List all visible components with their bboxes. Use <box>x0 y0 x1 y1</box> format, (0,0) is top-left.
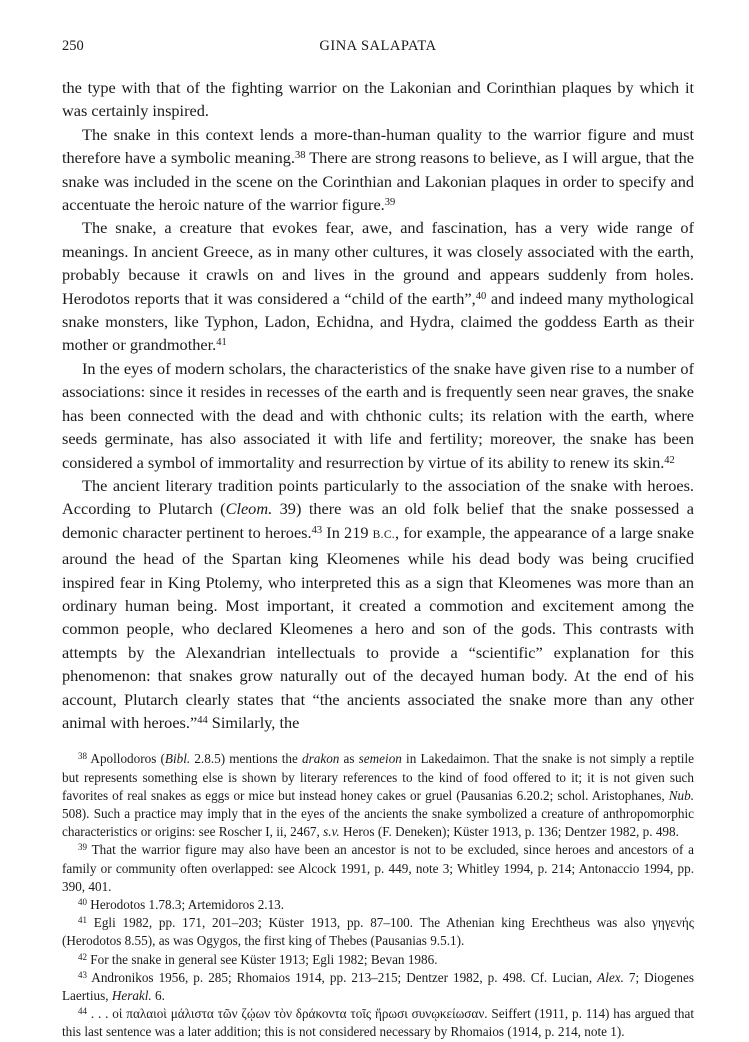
footnote: $^{41}$ Egli 1982, pp. 171, 201–203; Küster 1913, pp. 87–100. The Athenian king Erechtheus was also γηγενής (Herodotos 8.55), as was Ogygos, the first king of Thebes (Pausanias 9.5.1). <box>62 915 694 949</box>
document-page <box>62 38 694 1042</box>
footnote-number: 38 <box>78 751 87 762</box>
paragraph: The snake, a creature that evokes fear, awe, and fascination, has a very wide range of meanings. In ancient Greece, as in many other cultures, it was closely associated with the earth, probably because it crawls on and lives in the ground and appears suddenly from holes. Herodotos reports that it was considered a “child of the earth”,$^{40}$ and indeed many mythological snake monsters, like Typhon, Ladon, Echidna, and Hydra, claimed the goddess Earth as their mother or grandmother.$^{41}$ <box>62 218 694 355</box>
footnote-number: 44 <box>78 1006 87 1017</box>
footnote: $^{43}$ Andronikos 1956, p. 285; Rhomaios 1914, pp. 213–215; Dentzer 1982, p. 498. Cf. Lucian, Alex. 7; Diogenes Laertius, Herakl. 6. <box>62 969 694 1004</box>
footnote-number: 41 <box>78 915 87 926</box>
footnote: $^{40}$ Herodotos 1.78.3; Artemidoros 2.13. <box>78 897 285 912</box>
page-number: 250 <box>62 38 84 54</box>
citation-title: Cleom. <box>225 499 273 519</box>
paragraph: The snake in this context lends a more-than-human quality to the warrior figure and must therefore have a symbolic meaning.$^{38}$ There are strong reasons to believe, as I will argue, that the snake was included in the scene on the Corinthian and Lakonian plaques in order to specify and accentuate the heroic nature of the warrior figure.$^{39}$ <box>62 124 694 215</box>
page-header <box>62 38 694 58</box>
paragraph: The ancient literary tradition points particularly to the association of the snake with heroes. According to Plutarch (Cleom. 39) there was an old folk belief that the snake possessed a demonic character pertinent to heroes.$^{43}$ In 219 B.C., for example, the appearance of a large snake around the head of the Spartan king Kleomenes while his dead body was being crucified inspired fear in King Ptolemy, who interpreted this as a sign that Kleomenes was more than an ordinary human being. Most important, it created a commotion and excitement among the common people, who declared Kleomenes a hero and son of the gods. This contrasts with attempts by the Alexandrian intellectuals to provide a “scientific” explanation for this phenomenon: that snakes grow naturally out of the decayed human body. At the end of his account, Plutarch clearly states that “the ancients associated the snake more than any other animal with heroes.”$^{44}$ Similarly, the <box>62 475 695 732</box>
footnote: $^{38}$ Apollodoros (Bibl. 2.8.5) mentions the drakon as semeion in Lakedaimon. That the snake is not simply a reptile but represents something else is shown by literary references to the kind of food offered to it; it is not given such favorites of real snakes as eggs or mice but instead honey cakes or gruel (Pausanias 6.20.2; schol. Aristophanes, Nub. 508). Such a practice may imply that in the eyes of the ancients the snake symbolized a creature of anthropomorphic characteristics or origins: see Roscher I, ii, 2467, s.v. Heros (F. Deneken); Küster 1913, p. 136; Dentzer 1982, p. 498. <box>62 751 694 840</box>
footnote-ref[interactable]: 39 <box>384 197 396 209</box>
running-head: GINA SALAPATA <box>319 38 437 54</box>
footnote: $^{44}$ . . . οἱ παλαιοὶ μάλιστα τῶν ζῴων τὸν δράκοντα τοῖς ἥρωσι συνῳκείωσαν. Seiffert (1911, p. 114) has argued that this last sentence was a later addition; this is not considered necessary by Rhomaios (1914, p. 214, note 1). <box>62 1006 694 1040</box>
footnote-ref[interactable]: 44 <box>197 714 208 726</box>
paragraph: the type with that of the fighting warrior on the Lakonian and Corinthian plaques by which it was certainly inspired. <box>62 78 694 121</box>
footnote-number: 40 <box>78 897 87 907</box>
paragraph: In the eyes of modern scholars, the characteristics of the snake have given rise to a number of associations: since it resides in recesses of the earth and is frequently seen near graves, the snake has been connected with the dead and with chthonic cults; its relation with the earth, where seeds germinate, has also associated it with life and fertility; moreover, the snake has been considered a symbol of immortality and resurrection by virtue of its ability to renew its skin.$^{42}$ <box>62 358 694 472</box>
footnote-ref[interactable]: 40 <box>475 290 487 302</box>
footnote-ref[interactable]: 43 <box>311 524 323 536</box>
footnote-ref[interactable]: 41 <box>216 337 227 349</box>
footnote-number: 39 <box>78 842 87 853</box>
footnote-number: 42 <box>78 951 87 962</box>
footnote: $^{42}$ For the snake in general see Küster 1913; Egli 1982; Bevan 1986. <box>78 951 438 967</box>
footnote: $^{39}$ That the warrior figure may also have been an ancestor is not to be excluded, since heroes and ancestors of a family or community often overlapped: see Alcock 1991, p. 449, note 3; Whitley 1994, p. 214; Antonaccio 1994, pp. 390, 401. <box>62 842 694 894</box>
footnote-number: 43 <box>78 969 87 980</box>
footnotes <box>62 750 694 1041</box>
footnote-ref[interactable]: 42 <box>664 454 675 466</box>
body-text <box>62 76 694 734</box>
footnote-ref[interactable]: 38 <box>294 150 306 162</box>
era-abbrev: B.C. <box>372 528 395 541</box>
